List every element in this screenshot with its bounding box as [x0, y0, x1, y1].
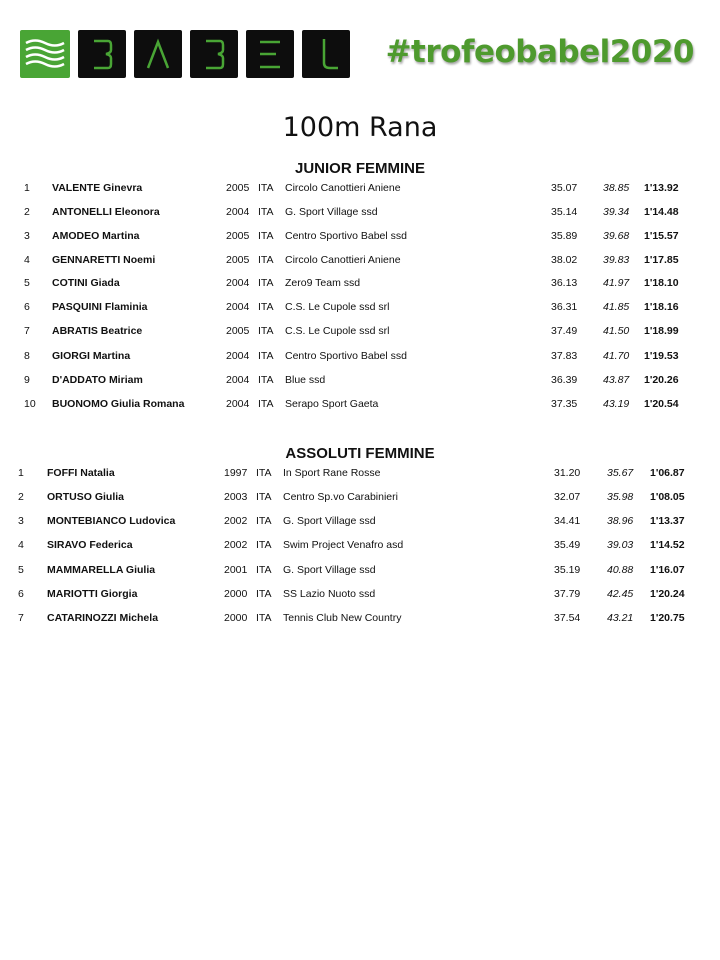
logo-letter-a: [134, 30, 182, 78]
split-second-50m: 39.34: [603, 206, 630, 218]
final-time: 1'08.05: [650, 491, 685, 503]
birth-year: 2000: [224, 588, 248, 600]
nation: ITA: [258, 277, 274, 289]
club-name: In Sport Rane Rosse: [283, 467, 381, 479]
birth-year: 2003: [224, 491, 248, 503]
club-name: Circolo Canottieri Aniene: [285, 254, 401, 266]
logo-letter-e: [246, 30, 294, 78]
club-name: C.S. Le Cupole ssd srl: [285, 325, 390, 337]
result-row: [0, 254, 720, 278]
split-second-50m: 43.87: [603, 374, 630, 386]
final-time: 1'14.52: [650, 539, 685, 551]
athlete-name: AMODEO Martina: [52, 230, 140, 242]
split-50m: 36.31: [551, 301, 578, 313]
split-50m: 36.13: [551, 277, 578, 289]
athlete-name: SIRAVO Federica: [47, 539, 133, 551]
split-50m: 37.54: [554, 612, 581, 624]
club-name: Centro Sportivo Babel ssd: [285, 350, 407, 362]
birth-year: 2001: [224, 564, 248, 576]
split-second-50m: 43.21: [607, 612, 634, 624]
athlete-name: MARIOTTI Giorgia: [47, 588, 138, 600]
birth-year: 2004: [226, 206, 250, 218]
club-name: Serapo Sport Gaeta: [285, 398, 379, 410]
result-row: [0, 588, 720, 612]
final-time: 1'18.99: [644, 325, 679, 337]
birth-year: 2004: [226, 301, 250, 313]
split-second-50m: 35.67: [607, 467, 634, 479]
rank: 6: [24, 301, 30, 313]
club-name: Blue ssd: [285, 374, 326, 386]
split-second-50m: 42.45: [607, 588, 634, 600]
split-50m: 37.49: [551, 325, 578, 337]
rank: 8: [24, 350, 30, 362]
athlete-name: MONTEBIANCO Ludovica: [47, 515, 176, 527]
result-row: [0, 301, 720, 325]
club-name: Zero9 Team ssd: [285, 277, 361, 289]
birth-year: 2005: [226, 325, 250, 337]
athlete-name: GENNARETTI Noemi: [52, 254, 156, 266]
split-second-50m: 39.68: [603, 230, 630, 242]
split-50m: 32.07: [554, 491, 581, 503]
club-name: Centro Sp.vo Carabinieri: [283, 491, 398, 503]
split-50m: 36.39: [551, 374, 578, 386]
rank: 3: [18, 515, 24, 527]
nation: ITA: [256, 564, 272, 576]
hashtag-heading: #trofeobabel2020: [385, 34, 694, 70]
final-time: 1'13.37: [650, 515, 685, 527]
split-second-50m: 41.70: [603, 350, 630, 362]
birth-year: 1997: [224, 467, 248, 479]
club-name: Tennis Club New Country: [283, 612, 402, 624]
split-second-50m: 40.88: [607, 564, 634, 576]
final-time: 1'20.26: [644, 374, 679, 386]
result-row: [0, 230, 720, 254]
final-time: 1'20.54: [644, 398, 679, 410]
nation: ITA: [256, 612, 272, 624]
result-row: [0, 491, 720, 515]
birth-year: 2002: [224, 515, 248, 527]
split-second-50m: 39.03: [607, 539, 634, 551]
final-time: 1'20.24: [650, 588, 685, 600]
rank: 4: [24, 254, 30, 266]
nation: ITA: [258, 254, 274, 266]
split-second-50m: 41.85: [603, 301, 630, 313]
club-name: G. Sport Village ssd: [283, 564, 376, 576]
split-second-50m: 35.98: [607, 491, 634, 503]
birth-year: 2004: [226, 350, 250, 362]
nation: ITA: [256, 467, 272, 479]
birth-year: 2005: [226, 230, 250, 242]
club-name: Circolo Canottieri Aniene: [285, 182, 401, 194]
rank: 2: [24, 206, 30, 218]
club-name: Centro Sportivo Babel ssd: [285, 230, 407, 242]
logo-letter-l: [302, 30, 350, 78]
split-50m: 35.89: [551, 230, 578, 242]
club-name: G. Sport Village ssd: [285, 206, 378, 218]
split-second-50m: 38.85: [603, 182, 630, 194]
athlete-name: CATARINOZZI Michela: [47, 612, 159, 624]
final-time: 1'06.87: [650, 467, 685, 479]
final-time: 1'16.07: [650, 564, 685, 576]
result-row: [0, 398, 720, 422]
final-time: 1'19.53: [644, 350, 679, 362]
athlete-name: ABRATIS Beatrice: [52, 325, 143, 337]
final-time: 1'14.48: [644, 206, 679, 218]
final-time: 1'18.10: [644, 277, 679, 289]
rank: 7: [24, 325, 30, 337]
section-title: ASSOLUTI FEMMINE: [285, 445, 435, 462]
result-row: [0, 539, 720, 563]
nation: ITA: [256, 539, 272, 551]
event-title: 100m Rana: [282, 112, 438, 143]
club-name: Swim Project Venafro asd: [283, 539, 404, 551]
split-50m: 37.35: [551, 398, 578, 410]
nation: ITA: [258, 374, 274, 386]
split-second-50m: 43.19: [603, 398, 630, 410]
rank: 7: [18, 612, 24, 624]
rank: 2: [18, 491, 24, 503]
split-50m: 35.19: [554, 564, 581, 576]
split-50m: 37.83: [551, 350, 578, 362]
birth-year: 2005: [226, 254, 250, 266]
club-name: G. Sport Village ssd: [283, 515, 376, 527]
final-time: 1'17.85: [644, 254, 679, 266]
result-row: [0, 467, 720, 491]
birth-year: 2000: [224, 612, 248, 624]
athlete-name: PASQUINI Flaminia: [52, 301, 148, 313]
nation: ITA: [256, 515, 272, 527]
split-second-50m: 38.96: [607, 515, 634, 527]
birth-year: 2004: [226, 277, 250, 289]
result-row: [0, 515, 720, 539]
athlete-name: ORTUSO Giulia: [47, 491, 125, 503]
nation: ITA: [258, 182, 274, 194]
split-50m: 31.20: [554, 467, 581, 479]
nation: ITA: [258, 398, 274, 410]
athlete-name: FOFFI Natalia: [47, 467, 115, 479]
split-50m: 35.14: [551, 206, 578, 218]
result-row: [0, 564, 720, 588]
athlete-name: GIORGI Martina: [52, 350, 131, 362]
nation: ITA: [258, 206, 274, 218]
split-50m: 35.07: [551, 182, 578, 194]
rank: 9: [24, 374, 30, 386]
split-second-50m: 41.50: [603, 325, 630, 337]
result-row: [0, 374, 720, 398]
split-50m: 38.02: [551, 254, 578, 266]
rank: 4: [18, 539, 24, 551]
split-50m: 37.79: [554, 588, 581, 600]
athlete-name: MAMMARELLA Giulia: [47, 564, 156, 576]
athlete-name: VALENTE Ginevra: [52, 182, 143, 194]
rank: 5: [18, 564, 24, 576]
athlete-name: COTINI Giada: [52, 277, 120, 289]
result-row: [0, 182, 720, 206]
birth-year: 2004: [226, 374, 250, 386]
athlete-name: ANTONELLI Eleonora: [52, 206, 160, 218]
nation: ITA: [256, 491, 272, 503]
club-name: SS Lazio Nuoto ssd: [283, 588, 376, 600]
club-name: C.S. Le Cupole ssd srl: [285, 301, 390, 313]
nation: ITA: [258, 325, 274, 337]
rank: 1: [24, 182, 30, 194]
babel-logo: [20, 30, 350, 78]
nation: ITA: [258, 230, 274, 242]
birth-year: 2005: [226, 182, 250, 194]
result-row: [0, 277, 720, 301]
split-second-50m: 41.97: [603, 277, 630, 289]
rank: 1: [18, 467, 24, 479]
result-row: [0, 350, 720, 374]
nation: ITA: [258, 301, 274, 313]
result-row: [0, 612, 720, 636]
split-50m: 34.41: [554, 515, 581, 527]
section-title: JUNIOR FEMMINE: [294, 160, 425, 177]
nation: ITA: [256, 588, 272, 600]
result-row: [0, 206, 720, 230]
final-time: 1'13.92: [644, 182, 679, 194]
birth-year: 2004: [226, 398, 250, 410]
logo-letter-b: [78, 30, 126, 78]
athlete-name: D'ADDATO Miriam: [52, 374, 143, 386]
athlete-name: BUONOMO Giulia Romana: [52, 398, 185, 410]
final-time: 1'20.75: [650, 612, 685, 624]
rank: 6: [18, 588, 24, 600]
nation: ITA: [258, 350, 274, 362]
split-50m: 35.49: [554, 539, 581, 551]
rank: 10: [24, 398, 36, 410]
final-time: 1'18.16: [644, 301, 679, 313]
result-row: [0, 325, 720, 349]
rank: 3: [24, 230, 30, 242]
rank: 5: [24, 277, 30, 289]
split-second-50m: 39.83: [603, 254, 630, 266]
final-time: 1'15.57: [644, 230, 679, 242]
logo-letter-b: [190, 30, 238, 78]
birth-year: 2002: [224, 539, 248, 551]
waves-logo-icon: [20, 30, 70, 78]
